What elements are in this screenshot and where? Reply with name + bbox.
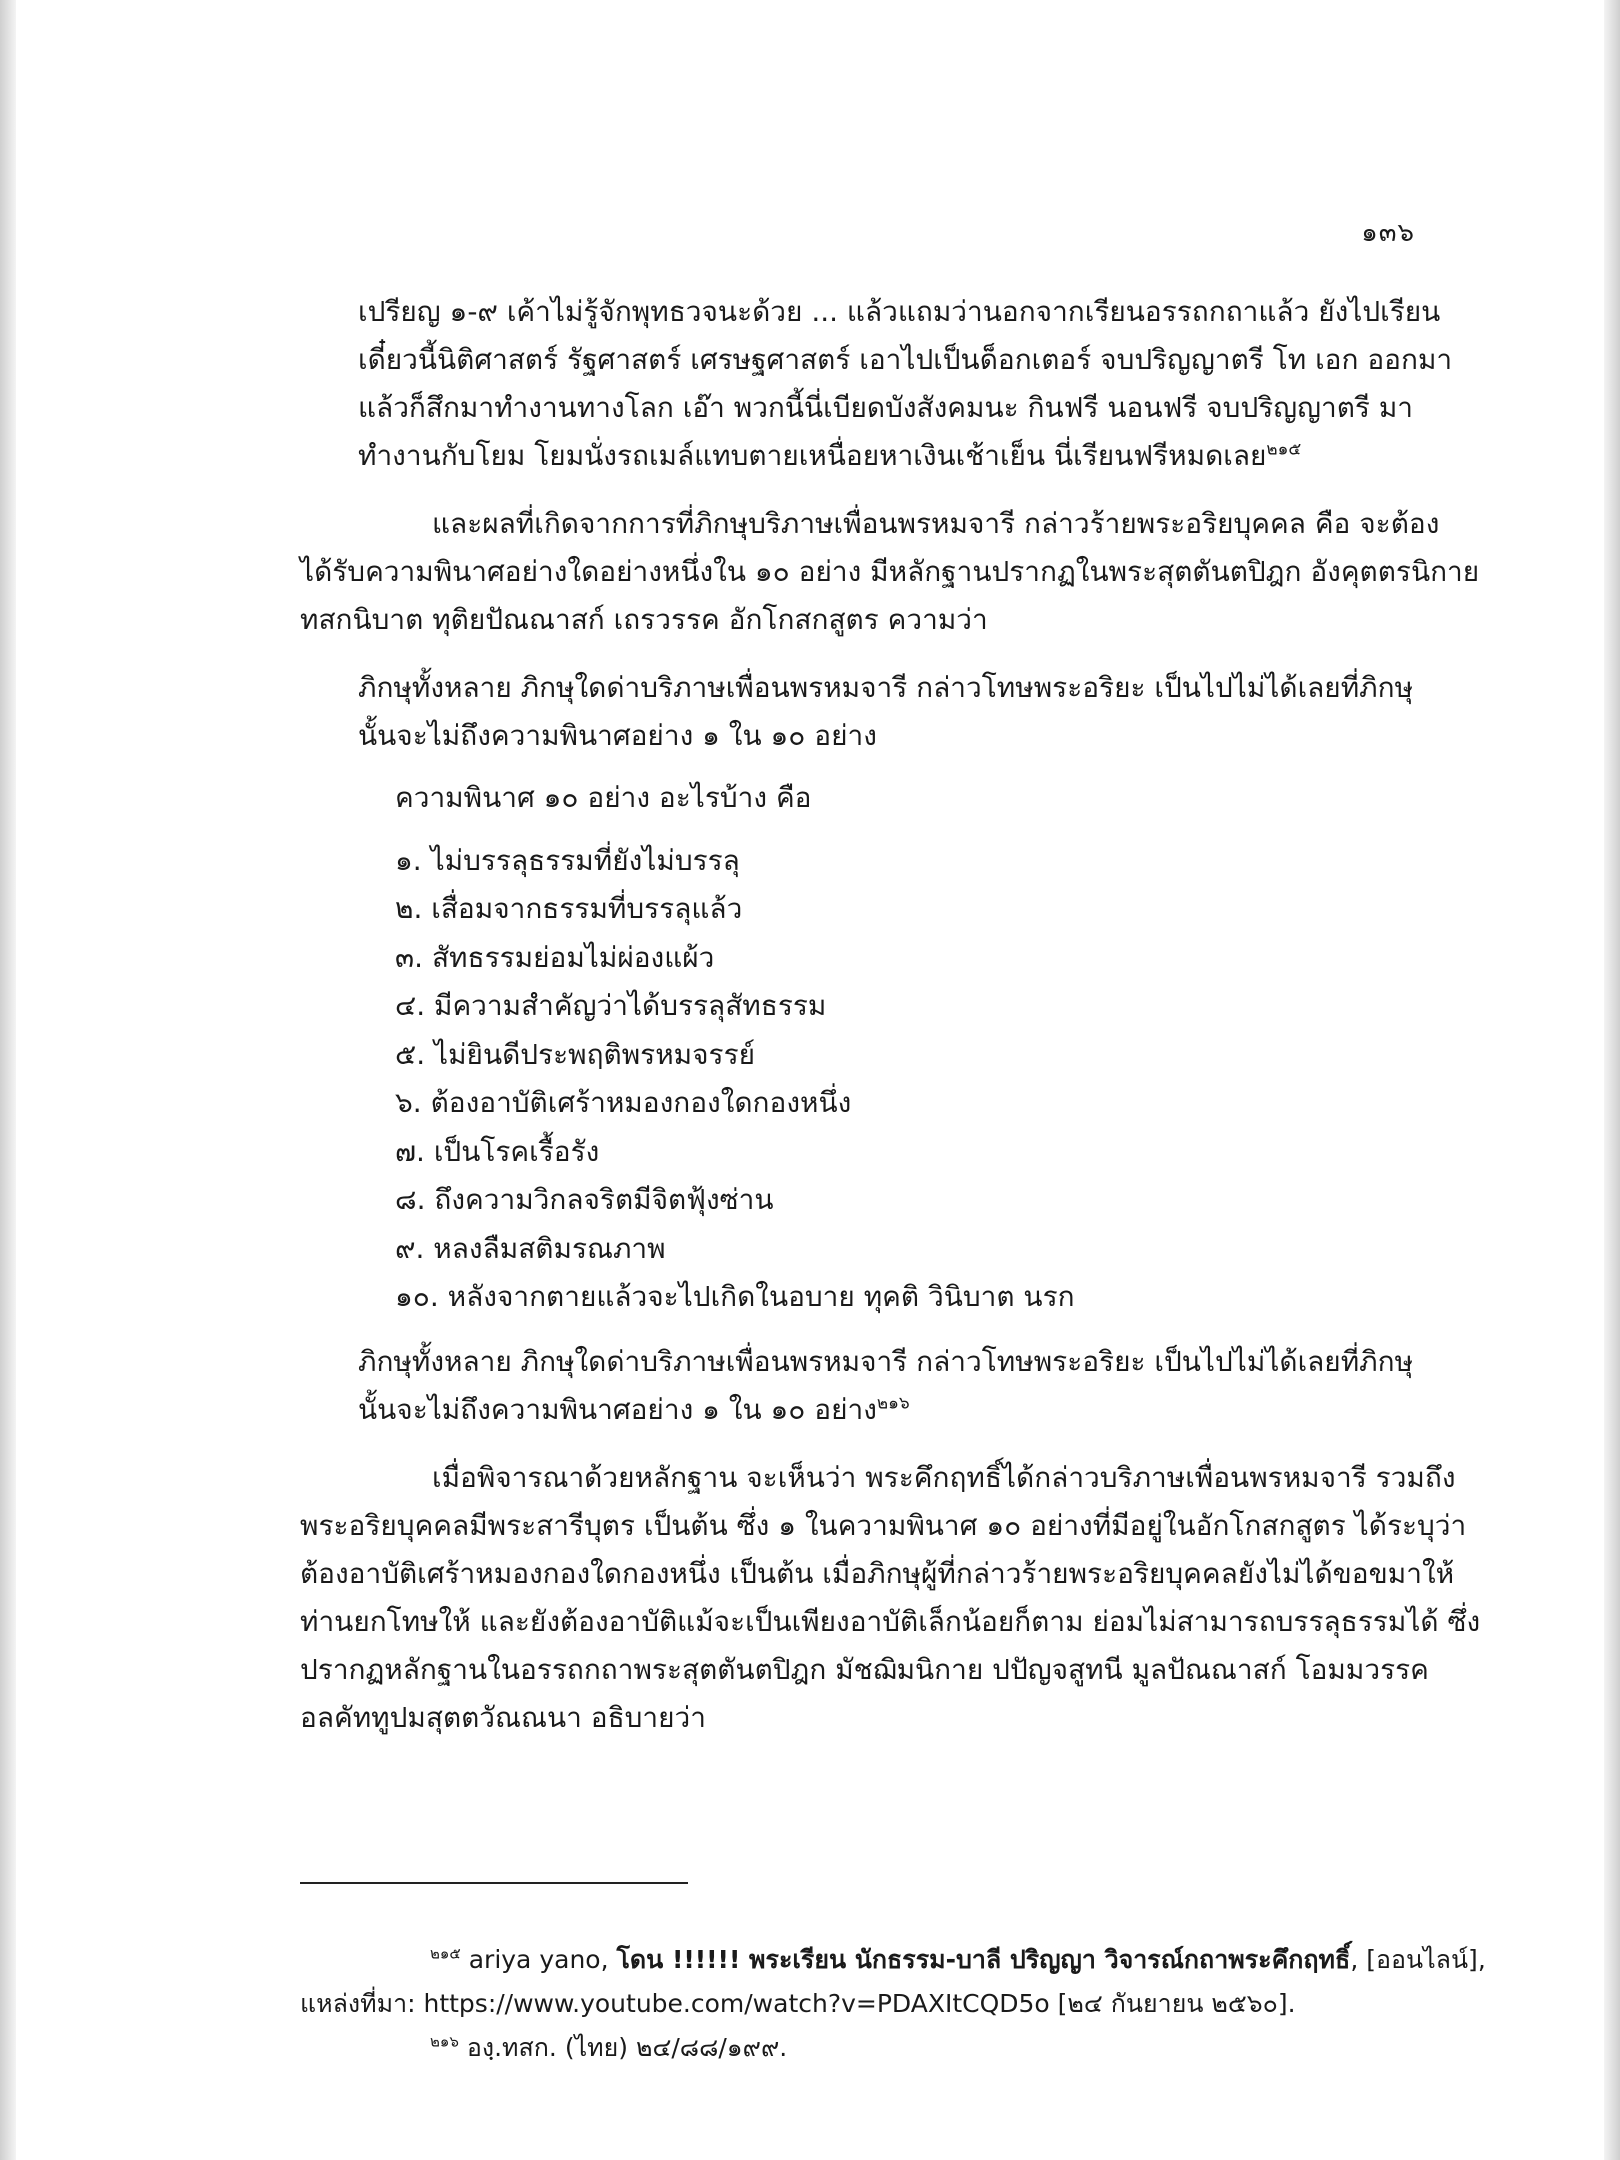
paragraph-line: เมื่อพิจารณาด้วยหลักฐาน จะเห็นว่า พระคึกฤทธิ์ได้กล่าวบริภาษเพื่อนพรหมจารี รวมถึง	[432, 1460, 1456, 1494]
footnote-title: โดน !!!!!! พระเรียน นักธรรม-บาลี ปริญญา วิจารณ์กถาพระคึกฤทธิ์	[616, 1945, 1351, 1974]
paragraph-line: ทสกนิบาต ทุติยปัณณาสก์ เถรวรรค อักโกสกสูตร ความว่า	[300, 603, 988, 636]
list-heading: ความพินาศ ๑๐ อย่าง อะไรบ้าง คือ	[395, 781, 812, 814]
page-body	[300, 288, 1481, 1742]
page-number: ๑๓๖	[1361, 218, 1415, 248]
quote-line: แล้วก็สึกมาทำงานทางโลก เอ๊า พวกนี้นี่เบียดบังสังคมนะ กินฟรี นอนฟรี จบปริญญาตรี มา	[358, 391, 1414, 424]
list-item: ๘. ถึงความวิกลจริตมีจิตฟุ้งซ่าน	[395, 1183, 774, 1216]
quote-line-last	[358, 432, 1418, 480]
footnote-author: ariya yano,	[468, 1945, 609, 1974]
paragraph-line: ต้องอาบัติเศร้าหมองกองใดกองหนึ่ง เป็นต้น เมื่อภิกษุผู้ที่กล่าวร้ายพระอริยบุคคลยังไม่ได้ขอขมาให้	[300, 1556, 1455, 1590]
list-item: ๖. ต้องอาบัติเศร้าหมองกองใดกองหนึ่ง	[395, 1086, 852, 1119]
paragraph-2	[300, 1454, 1481, 1742]
footnote-216	[300, 2026, 1418, 2070]
paragraph-line: ปรากฏหลักฐานในอรรถกถาพระสุตตันตปิฎก มัชฌิมนิกาย ปปัญจสูทนี มูลปัณณาสก์ โอมมวรรค	[300, 1652, 1429, 1686]
paragraph-line: ได้รับความพินาศอย่างใดอย่างหนึ่งใน ๑๐ อย่าง มีหลักฐานปรากฏในพระสุตตันตปิฎก อังคุตตรนิกาย	[300, 555, 1480, 588]
list-item: ๔. มีความสำคัญว่าได้บรรลุสัทธรรม	[395, 989, 827, 1022]
footnote-ref-215[interactable]: ๒๑๕	[1266, 439, 1302, 460]
quote-line: ภิกษุทั้งหลาย ภิกษุใดด่าบริภาษเพื่อนพรหมจารี กล่าวโทษพระอริยะ เป็นไปไม่ได้เลยที่ภิกษุ	[358, 1344, 1414, 1378]
page-edge-left	[0, 0, 16, 2160]
paragraph-1	[300, 500, 1480, 644]
list-item: ๗. เป็นโรคเรื้อรัง	[395, 1134, 600, 1168]
footnote-meta: , [ออนไลน์],	[1350, 1945, 1486, 1974]
page-edge-right	[1604, 0, 1620, 2160]
quote-line-last	[358, 1386, 1418, 1434]
list-item: ๑๐. หลังจากตายแล้วจะไปเกิดในอบาย ทุคติ วินิบาต นรก	[395, 1280, 1075, 1313]
list-item: ๒. เสื่อมจากธรรมที่บรรลุแล้ว	[395, 892, 743, 925]
footnote-number: ๒๑๕	[430, 1944, 461, 1963]
footnote-215-source[interactable]: แหล่งที่มา: https://www.youtube.com/watch?v=PDAXItCQD5o [๒๔ กันยายน ๒๕๖๐].	[300, 1989, 1296, 2018]
quote-text: นั้นจะไม่ถึงความพินาศอย่าง ๑ ใน ๑๐ อย่าง	[358, 1392, 877, 1426]
list-item: ๓. สัทธรรมย่อมไม่ผ่องแผ้ว	[395, 940, 715, 974]
quote-block-1	[358, 288, 1453, 480]
quote-line: ภิกษุทั้งหลาย ภิกษุใดด่าบริภาษเพื่อนพรหมจารี กล่าวโทษพระอริยะ เป็นไปไม่ได้เลยที่ภิกษุ	[358, 671, 1414, 704]
quote-text: ทำงานกับโยม โยมนั่งรถเมล์แทบตายเหนื่อยหาเงินเช้าเย็น นี่เรียนฟรีหมดเลย	[358, 439, 1267, 472]
footnote-text: องฺ.ทสก. (ไทย) ๒๔/๘๘/๑๙๙.	[466, 2033, 788, 2062]
footnotes	[300, 1938, 1486, 2070]
footnote-215	[300, 1938, 1486, 1982]
quote-block-3	[358, 1338, 1418, 1434]
quote-block-2	[358, 664, 1418, 760]
destruction-list	[395, 837, 1418, 1322]
quote-line: นั้นจะไม่ถึงความพินาศอย่าง ๑ ใน ๑๐ อย่าง	[358, 719, 877, 752]
list-item: ๙. หลงลืมสติมรณภาพ	[395, 1231, 666, 1265]
footnote-number: ๒๑๖	[430, 2032, 459, 2051]
quote-line: เปรียญ ๑-๙ เค้าไม่รู้จักพุทธวจนะด้วย ... แล้วแถมว่านอกจากเรียนอรรถกถาแล้ว ยังไปเรียน	[358, 295, 1441, 328]
paragraph-line: พระอริยบุคคลมีพระสารีบุตร เป็นต้น ซึ่ง ๑ ในความพินาศ ๑๐ อย่างที่มีอยู่ในอักโกสกสูตร ได้ระบุว่า	[300, 1508, 1467, 1542]
footnote-ref-216[interactable]: ๒๑๖	[876, 1393, 910, 1414]
paragraph-line: อลคัททูปมสุตตวัณณนา อธิบายว่า	[300, 1700, 706, 1734]
footnote-separator	[300, 1882, 688, 1884]
list-item: ๑. ไม่บรรลุธรรมที่ยังไม่บรรลุ	[395, 843, 740, 877]
paragraph-line: ท่านยกโทษให้ และยังต้องอาบัติแม้จะเป็นเพียงอาบัติเล็กน้อยก็ตาม ย่อมไม่สามารถบรรลุธรรมได้ ซึ่ง	[300, 1604, 1481, 1638]
list-item: ๕. ไม่ยินดีประพฤติพรหมจรรย์	[395, 1037, 756, 1071]
paragraph-line: และผลที่เกิดจากการที่ภิกษุบริภาษเพื่อนพรหมจารี กล่าวร้ายพระอริยบุคคล คือ จะต้อง	[432, 507, 1440, 540]
quote-line: เดี๋ยวนี้นิติศาสตร์ รัฐศาสตร์ เศรษฐศาสตร์ เอาไปเป็นด็อกเตอร์ จบปริญญาตรี โท เอก ออกมา	[358, 343, 1453, 376]
